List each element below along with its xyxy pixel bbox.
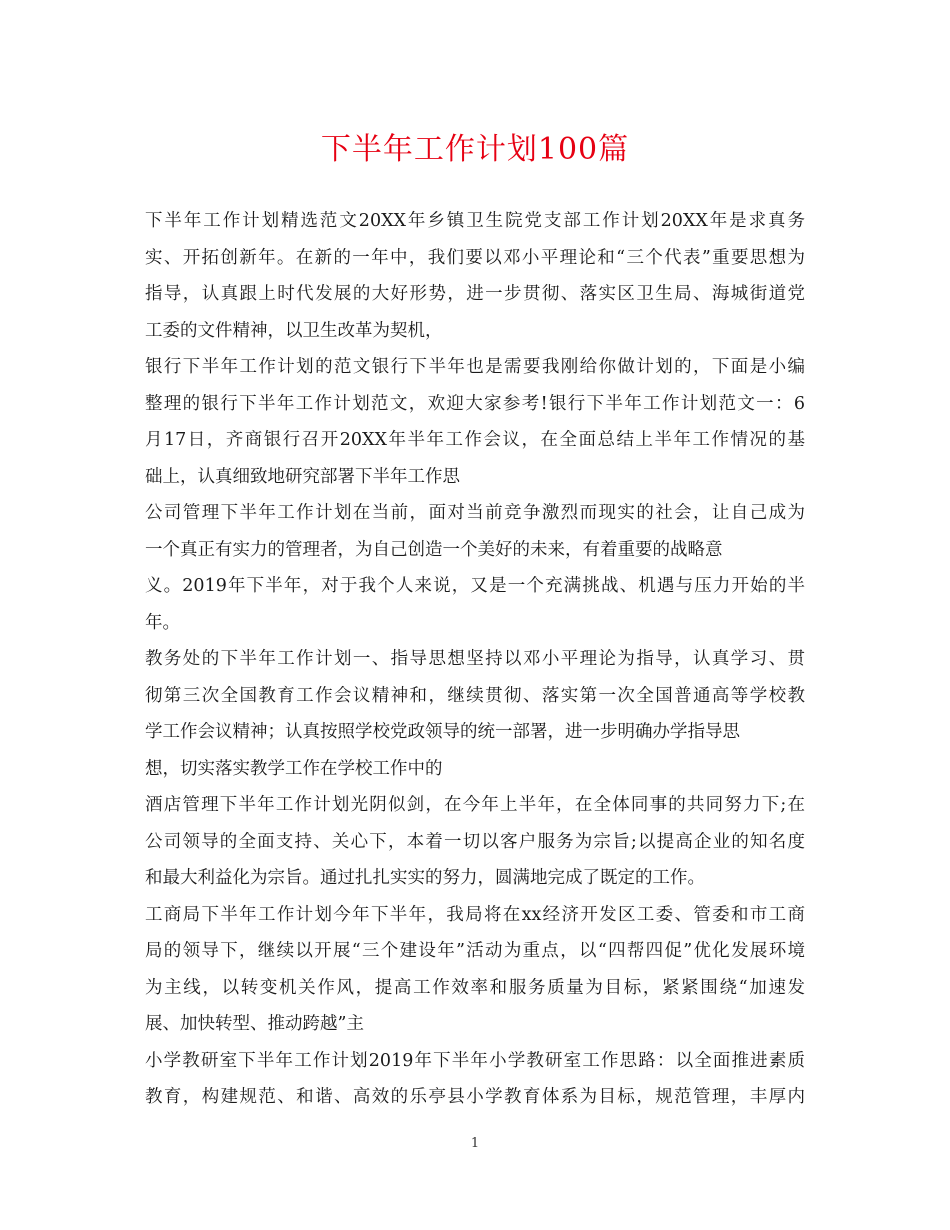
paragraph-4 xyxy=(145,641,805,787)
text-line: 整理的银行下半年工作计划范文，欢迎大家参考!银行下半年工作计划范文一：6 xyxy=(145,393,805,414)
text-line: 一个真正有实力的管理者，为自己创造一个美好的未来，有着重要的战略意 xyxy=(145,539,723,560)
paragraph-1 xyxy=(145,203,805,349)
text-line: 教务处的下半年工作计划一、指导思想坚持以邓小平理论为指导，认真学习、贯 xyxy=(145,649,805,669)
text-line: 教育，构建规范、和谐、高效的乐亭县小学教育体系为目标，规范管理，丰厚内 xyxy=(145,1087,805,1107)
document-body xyxy=(145,203,805,1116)
paragraph-7 xyxy=(145,1043,805,1116)
document-title: 下半年工作计划100篇 xyxy=(320,132,630,167)
text-line: 和最大利益化为宗旨。通过扎扎实实的努力，圆满地完成了既定的工作。 xyxy=(145,868,705,888)
text-line: 局的领导下，继续以开展“三个建设年”活动为重点，以“四帮四促”优化发展环境 xyxy=(145,941,805,961)
text-line: 银行下半年工作计划的范文银行下半年也是需要我刚给你做计划的，下面是小编 xyxy=(145,357,805,377)
text-line: 年。 xyxy=(145,612,180,633)
text-line: 公司领导的全面支持、关心下，本着一切以客户服务为宗旨;以提高企业的知名度 xyxy=(145,831,805,852)
paragraph-3 xyxy=(145,495,805,641)
text-line: 础上，认真细致地研究部署下半年工作思 xyxy=(145,466,460,487)
text-line: 工商局下半年工作计划今年下半年，我局将在xx经济开发区工委、管委和市工商 xyxy=(145,904,805,925)
text-line: 下半年工作计划精选范文20XX年乡镇卫生院党支部工作计划20XX年是求真务 xyxy=(145,211,805,231)
paragraph-6 xyxy=(145,897,805,1043)
text-line: 酒店管理下半年工作计划光阴似剑，在今年上半年，在全体同事的共同努力下;在 xyxy=(145,795,805,815)
text-line: 实、开拓创新年。在新的一年中，我们要以邓小平理论和“三个代表”重要思想为 xyxy=(145,247,805,268)
text-line: 彻第三次全国教育工作会议精神和，继续贯彻、落实第一次全国普通高等学校教 xyxy=(145,685,805,706)
text-line: 展、加快转型、推动跨越”主 xyxy=(145,1014,364,1034)
text-line: 义。2019年下半年，对于我个人来说，又是一个充满挑战、机遇与压力开始的半 xyxy=(145,576,805,596)
paragraph-2 xyxy=(145,349,805,495)
paragraph-5 xyxy=(145,787,805,897)
text-line: 公司管理下半年工作计划在当前，面对当前竞争激烈而现实的社会，让自己成为 xyxy=(145,503,805,523)
text-line: 指导，认真跟上时代发展的大好形势，进一步贯彻、落实区卫生局、海城街道党 xyxy=(145,284,805,304)
text-line: 工委的文件精神，以卫生改革为契机， xyxy=(145,320,443,341)
page-number: 1 xyxy=(470,1136,480,1151)
text-line: 小学教研室下半年工作计划2019年下半年小学教研室工作思路：以全面推进素质 xyxy=(145,1050,805,1071)
text-line: 月17日，齐商银行召开20XX年半年工作会议，在全面总结上半年工作情况的基 xyxy=(145,430,805,450)
text-line: 为主线，以转变机关作风，提高工作效率和服务质量为目标，紧紧围绕“加速发 xyxy=(145,977,805,998)
text-line: 学工作会议精神；认真按照学校党政领导的统一部署，进一步明确办学指导思 xyxy=(145,722,740,742)
text-line: 想，切实落实教学工作在学校工作中的 xyxy=(145,758,443,779)
